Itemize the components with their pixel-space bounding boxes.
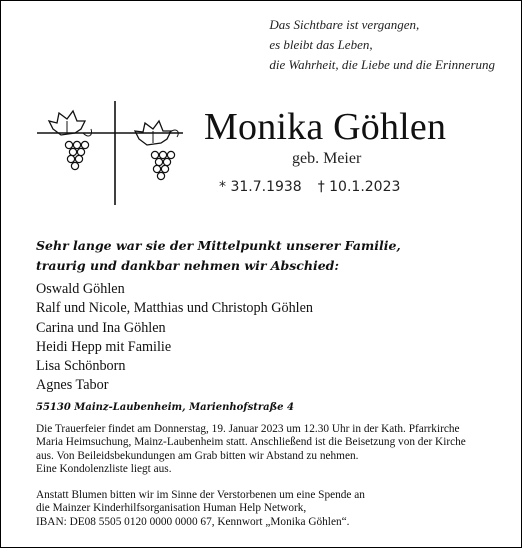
memorial-quote: [269, 15, 495, 75]
mourner-item: Ralf und Nicole, Matthias und Christoph Göhlen: [36, 300, 314, 317]
quote-line-2: es bleibt das Leben,: [269, 37, 373, 52]
funeral-paragraph: [36, 423, 466, 477]
funeral-line: Maria Heimsuchung, Mainz-Laubenheim statt. Anschließend ist die Beisetzung von der Kirche: [36, 436, 466, 449]
funeral-line: Die Trauerfeier findet am Donnerstag, 19. Januar 2023 um 12.30 Uhr in der Kath. Pfarrkirche: [36, 423, 460, 435]
quote-line-1: Das Sichtbare ist vergangen,: [269, 17, 420, 32]
quote-line-3: die Wahrheit, die Liebe und die Erinnerung: [269, 57, 495, 72]
mourner-item: Carina und Ina Göhlen: [36, 319, 166, 336]
intro-text: [36, 236, 401, 276]
mourner-item: Heidi Hepp mit Familie: [36, 338, 172, 355]
funeral-line: Eine Kondolenzliste liegt aus.: [36, 463, 172, 476]
life-dates: [219, 179, 400, 195]
donation-line: die Mainzer Kinderhilfsorganisation Human Help Network,: [36, 502, 307, 515]
cross-with-grapevine-icon: [31, 99, 191, 207]
mourner-item: Agnes Tabor: [36, 377, 109, 394]
intro-line-2: traurig und dankbar nehmen wir Abschied:: [36, 258, 340, 273]
deceased-name: Monika Göhlen: [204, 106, 447, 148]
death-date: † 10.1.2023: [317, 179, 401, 195]
donation-line: IBAN: DE08 5505 0120 0000 0000 67, Kennwort „Monika Göhlen“.: [36, 515, 350, 528]
address: 55130 Mainz-Laubenheim, Marienhofstraße 4: [36, 402, 294, 413]
donation-paragraph: [36, 489, 365, 529]
donation-line: Anstatt Blumen bitten wir im Sinne der Verstorbenen um eine Spende an: [36, 489, 365, 501]
mourner-item: Oswald Göhlen: [36, 281, 125, 297]
mourner-item: Lisa Schönborn: [36, 358, 126, 375]
mourners-list: [36, 280, 313, 396]
birth-date: * 31.7.1938: [219, 179, 302, 195]
birth-name: geb. Meier: [292, 150, 362, 167]
funeral-line: aus. Von Beileidsbekundungen am Grab bitten wir Abstand zu nehmen.: [36, 449, 359, 462]
intro-line-1: Sehr lange war sie der Mittelpunkt unserer Familie,: [36, 238, 401, 253]
